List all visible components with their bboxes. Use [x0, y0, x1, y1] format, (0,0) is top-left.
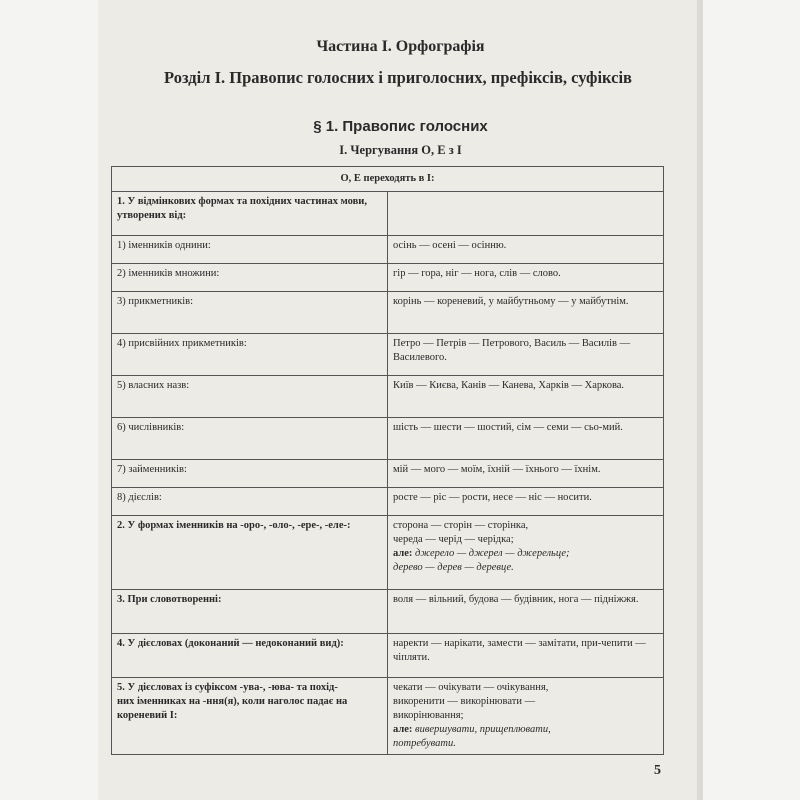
- table-header: О, Е переходять в І:: [112, 167, 664, 192]
- example-line: [393, 547, 658, 561]
- example-cell: гір — гора, ніг — нога, слів — слово.: [388, 264, 664, 292]
- exception-text: джерело — джерел — джерельце;: [415, 548, 570, 559]
- table-row: [112, 236, 664, 264]
- table-row: [112, 516, 664, 590]
- example-cell: [388, 516, 664, 590]
- rule-line: них іменниках на -ння(я), коли наголос падає на кореневий І:: [117, 696, 348, 721]
- example-cell: шість — шести — шостий, сім — семи — сьо-мий.: [388, 418, 664, 460]
- rule-cell: 1. У відмінкових формах та похідних частинах мови, утворених від:: [112, 192, 388, 236]
- example-cell: корінь — кореневий, у майбутньому — у майбутнім.: [388, 292, 664, 334]
- rule-line: 5. У дієсловах із суфіксом -ува-, -юва- та похід-: [117, 682, 338, 693]
- example-line: череда — черід — черідка;: [393, 534, 514, 545]
- example-cell: осінь — осені — осінню.: [388, 236, 664, 264]
- rule-cell: 8) дієслів:: [112, 488, 388, 516]
- but-label: але:: [393, 548, 413, 559]
- rule-cell: 7) займенників:: [112, 460, 388, 488]
- table-row: [112, 634, 664, 678]
- example-cell: [388, 192, 664, 236]
- example-cell: Київ — Києва, Канів — Канева, Харків — Харкова.: [388, 376, 664, 418]
- rule-cell: 4. У дієсловах (доконаний — недоконаний вид):: [112, 634, 388, 678]
- example-line: [393, 723, 658, 737]
- rule-cell: 3) прикметників:: [112, 292, 388, 334]
- table-row: [112, 376, 664, 418]
- part-title: Частина І. Орфографія: [316, 38, 485, 55]
- section-title: Розділ І. Правопис голосних і приголосних, префіксів, суфіксів: [164, 68, 632, 87]
- book-page: [98, 0, 703, 800]
- example-cell: воля — вільний, будова — будівник, нога — підніжжя.: [388, 590, 664, 634]
- example-line: викорінювання;: [393, 710, 464, 721]
- example-line: сторона — сторін — сторінка,: [393, 520, 529, 531]
- table-row: [112, 292, 664, 334]
- subsection-title: І. Чергування О, Е з І: [339, 143, 462, 157]
- example-cell: [388, 678, 664, 755]
- exception-text: дерево — дерев — деревце.: [393, 562, 514, 573]
- example-cell: мій — мого — моїм, їхній — їхнього — їхнім.: [388, 460, 664, 488]
- rule-cell: [112, 678, 388, 755]
- table-row: [112, 192, 664, 236]
- example-cell: росте — ріс — рости, несе — ніс — носити.: [388, 488, 664, 516]
- exception-text: вивершувати, прищеплювати,: [415, 724, 551, 735]
- rule-cell: 1) іменників однини:: [112, 236, 388, 264]
- rule-cell: 2) іменників множини:: [112, 264, 388, 292]
- table-row: [112, 590, 664, 634]
- table-row: [112, 418, 664, 460]
- example-line: чекати — очікувати — очікування,: [393, 682, 549, 693]
- rule-cell: 4) присвійних прикметників:: [112, 334, 388, 376]
- rule-cell: 3. При словотворенні:: [112, 590, 388, 634]
- rules-table: [111, 166, 664, 755]
- table-row: [112, 678, 664, 755]
- example-line: викоренити — викорінювати —: [393, 696, 536, 707]
- example-cell: Петро — Петрів — Петрового, Василь — Василів — Василевого.: [388, 334, 664, 376]
- paragraph-title: § 1. Правопис голосних: [313, 118, 488, 135]
- rule-cell: 6) числівників:: [112, 418, 388, 460]
- table-row: [112, 264, 664, 292]
- page-number: 5: [654, 763, 661, 778]
- rule-cell: 5) власних назв:: [112, 376, 388, 418]
- table-row: [112, 460, 664, 488]
- table-header-row: [112, 167, 664, 192]
- table-row: [112, 334, 664, 376]
- exception-text: потребувати.: [393, 738, 456, 749]
- example-cell: наректи — нарікати, замести — замітати, при-чепити — чіпляти.: [388, 634, 664, 678]
- but-label: але:: [393, 724, 413, 735]
- rule-cell: 2. У формах іменників на -оро-, -оло-, -ере-, -еле-:: [112, 516, 388, 590]
- table-row: [112, 488, 664, 516]
